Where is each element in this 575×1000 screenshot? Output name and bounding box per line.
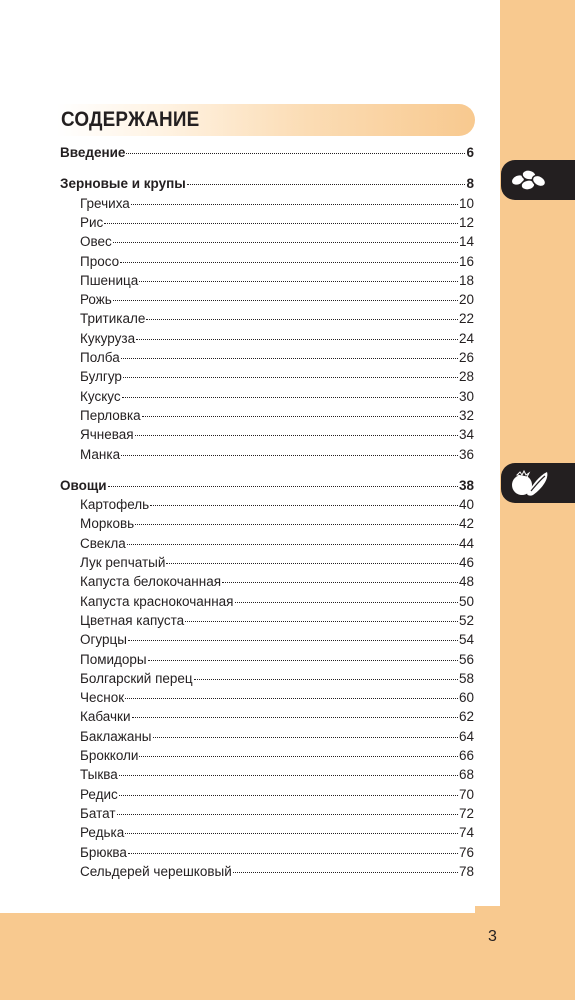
toc-entry-label: Редис bbox=[80, 786, 118, 802]
toc-entry-label: Капуста краснокочанная bbox=[80, 593, 234, 609]
toc-entry-page: 26 bbox=[458, 350, 474, 365]
toc-entry-page: 78 bbox=[458, 863, 474, 879]
dot-leader bbox=[119, 795, 458, 796]
toc-entry-label: Брюква bbox=[80, 844, 127, 860]
toc-item[interactable] bbox=[80, 804, 474, 823]
dot-leader bbox=[123, 377, 458, 378]
toc-entry-label: Помидоры bbox=[80, 651, 147, 667]
toc-item[interactable] bbox=[80, 367, 474, 386]
dot-leader bbox=[108, 486, 458, 487]
toc-entry-label: Сельдерей черешковый bbox=[80, 863, 232, 879]
dot-leader bbox=[128, 640, 458, 641]
page-number: 3 bbox=[488, 928, 497, 945]
toc-item[interactable] bbox=[80, 611, 474, 630]
dot-leader bbox=[128, 853, 458, 854]
toc-entry-page: 76 bbox=[458, 844, 474, 860]
toc-item[interactable] bbox=[80, 843, 474, 862]
toc-entry-label: Рожь bbox=[80, 292, 112, 308]
toc-entry-label: Картофель bbox=[80, 497, 150, 513]
toc-item[interactable] bbox=[80, 785, 474, 804]
toc-item[interactable] bbox=[80, 823, 474, 842]
toc-item[interactable] bbox=[80, 445, 474, 464]
dot-leader bbox=[139, 281, 458, 282]
toc-entry-page: 46 bbox=[458, 555, 474, 570]
toc-entry-label: Болгарский перец bbox=[80, 670, 193, 686]
toc-entry-label: Кукуруза bbox=[80, 330, 136, 346]
toc-entry-label: Овес bbox=[80, 234, 112, 250]
toc-item[interactable] bbox=[80, 592, 474, 611]
dot-leader bbox=[127, 544, 458, 545]
toc-entry-page: 52 bbox=[458, 612, 474, 628]
page-title: СОДЕРЖАНИЕ bbox=[61, 108, 200, 131]
toc-item[interactable] bbox=[80, 232, 474, 251]
toc-entry-label: Зерновые и крупы bbox=[60, 176, 186, 192]
toc-section[interactable] bbox=[60, 143, 474, 162]
toc-entry-page: 74 bbox=[458, 825, 474, 841]
dot-leader bbox=[235, 602, 458, 603]
toc-entry-page: 50 bbox=[458, 593, 474, 609]
toc-item[interactable] bbox=[80, 406, 474, 425]
toc-item[interactable] bbox=[80, 271, 474, 290]
toc-entry-page: 56 bbox=[458, 651, 474, 667]
toc-entry-label: Тритикале bbox=[80, 311, 146, 327]
toc-entry-label: Огурцы bbox=[80, 632, 127, 648]
dot-leader bbox=[185, 621, 458, 622]
dot-leader bbox=[135, 435, 458, 436]
dot-leader bbox=[139, 756, 457, 757]
toc-entry-label: Полба bbox=[80, 350, 120, 365]
toc-entry-page: 60 bbox=[458, 690, 474, 706]
toc-entry-label: Булгур bbox=[80, 369, 122, 385]
toc-entry-label: Пшеница bbox=[80, 272, 139, 288]
dot-leader bbox=[113, 300, 458, 301]
toc-entry-page: 22 bbox=[458, 311, 474, 327]
toc-item[interactable] bbox=[80, 746, 474, 765]
dot-leader bbox=[132, 717, 458, 718]
toc-entry-page: 30 bbox=[458, 388, 474, 404]
toc-entry-label: Кабачки bbox=[80, 709, 131, 725]
toc-entry-label: Свекла bbox=[80, 535, 126, 551]
toc-entry-page: 44 bbox=[458, 535, 474, 551]
toc-item[interactable] bbox=[80, 572, 474, 591]
toc-entry-page: 48 bbox=[458, 574, 474, 590]
dot-leader bbox=[125, 833, 458, 834]
toc-entry-page: 10 bbox=[458, 195, 474, 211]
dot-leader bbox=[166, 563, 458, 564]
toc-entry-label: Манка bbox=[80, 446, 121, 462]
toc-item[interactable] bbox=[80, 348, 474, 367]
toc-item[interactable] bbox=[80, 425, 474, 444]
toc-entry-label: Брокколи bbox=[80, 748, 139, 763]
toc-item[interactable] bbox=[80, 387, 474, 406]
toc-item[interactable] bbox=[80, 727, 474, 746]
toc-item[interactable] bbox=[80, 669, 474, 688]
toc-item[interactable] bbox=[80, 495, 474, 514]
toc-item[interactable] bbox=[80, 514, 474, 533]
toc-entry-label: Рис bbox=[80, 214, 104, 230]
dot-leader bbox=[113, 242, 458, 243]
toc-entry-page: 8 bbox=[466, 176, 474, 192]
toc-entry-label: Просо bbox=[80, 253, 120, 269]
toc-entry-label: Батат bbox=[80, 805, 116, 821]
toc-item[interactable] bbox=[80, 194, 474, 213]
toc-item[interactable] bbox=[80, 534, 474, 553]
toc-entry-page: 66 bbox=[458, 748, 474, 763]
toc-section[interactable] bbox=[60, 174, 474, 193]
toc-entry-label: Введение bbox=[60, 145, 126, 160]
toc-entry-label: Баклажаны bbox=[80, 728, 152, 744]
toc-entry-label: Морковь bbox=[80, 516, 135, 532]
dot-leader bbox=[194, 679, 458, 680]
toc-entry-label: Ячневая bbox=[80, 427, 134, 443]
toc-item[interactable] bbox=[80, 213, 474, 232]
dot-leader bbox=[146, 319, 458, 320]
toc-item[interactable] bbox=[80, 862, 474, 881]
dot-leader bbox=[126, 153, 465, 154]
dot-leader bbox=[153, 737, 458, 738]
toc-entry-page: 58 bbox=[458, 670, 474, 686]
toc-entry-label: Тыква bbox=[80, 767, 118, 783]
toc-entry-label: Гречиха bbox=[80, 195, 130, 211]
toc-item[interactable] bbox=[80, 252, 474, 271]
toc-item[interactable] bbox=[80, 688, 474, 707]
toc-entry-page: 62 bbox=[458, 709, 474, 725]
toc-item[interactable] bbox=[80, 290, 474, 309]
toc-entry-page: 28 bbox=[458, 369, 474, 385]
dot-leader bbox=[222, 582, 458, 583]
toc-entry-page: 24 bbox=[458, 330, 474, 346]
toc-item[interactable] bbox=[80, 630, 474, 649]
toc-entry-label: Редька bbox=[80, 825, 125, 841]
dot-leader bbox=[120, 262, 458, 263]
toc-entry-page: 16 bbox=[458, 253, 474, 269]
toc-entry-label: Цветная капуста bbox=[80, 612, 185, 628]
dot-leader bbox=[131, 204, 458, 205]
toc-entry-page: 20 bbox=[458, 292, 474, 308]
toc-entry-page: 18 bbox=[458, 272, 474, 288]
toc-item[interactable] bbox=[80, 553, 474, 572]
toc-entry-page: 54 bbox=[458, 632, 474, 648]
toc-entry-page: 70 bbox=[458, 786, 474, 802]
dot-leader bbox=[119, 775, 458, 776]
toc-entry-label: Капуста белокочанная bbox=[80, 574, 222, 590]
toc-entry-page: 34 bbox=[458, 427, 474, 443]
toc-item[interactable] bbox=[80, 650, 474, 669]
toc-entry-page: 40 bbox=[458, 497, 474, 513]
dot-leader bbox=[104, 223, 458, 224]
toc-entry-label: Перловка bbox=[80, 407, 141, 423]
dot-leader bbox=[117, 814, 458, 815]
dot-leader bbox=[150, 505, 458, 506]
dot-leader bbox=[122, 397, 458, 398]
toc-item[interactable] bbox=[80, 765, 474, 784]
toc-entry-label: Лук репчатый bbox=[80, 555, 166, 570]
toc-entry-page: 6 bbox=[466, 145, 474, 160]
toc-item[interactable] bbox=[80, 707, 474, 726]
toc-entry-page: 68 bbox=[458, 767, 474, 783]
toc-entry-page: 64 bbox=[458, 728, 474, 744]
toc-entry-label: Овощи bbox=[60, 477, 107, 493]
toc-entry-label: Кускус bbox=[80, 388, 121, 404]
toc-entry-page: 38 bbox=[458, 477, 474, 493]
dot-leader bbox=[136, 339, 458, 340]
toc-section[interactable] bbox=[60, 476, 474, 495]
toc-entry-page: 36 bbox=[458, 446, 474, 462]
toc-item[interactable] bbox=[80, 329, 474, 348]
toc-item[interactable] bbox=[80, 309, 474, 328]
toc-entry-page: 42 bbox=[458, 516, 474, 532]
toc-entry-label: Чеснок bbox=[80, 690, 125, 706]
toc-entry-page: 14 bbox=[458, 234, 474, 250]
dot-leader bbox=[121, 455, 458, 456]
toc-entry-page: 72 bbox=[458, 805, 474, 821]
dot-leader bbox=[142, 416, 458, 417]
dot-leader bbox=[125, 698, 458, 699]
dot-leader bbox=[233, 872, 458, 873]
dot-leader bbox=[135, 524, 458, 525]
dot-leader bbox=[121, 358, 458, 359]
toc-entry-page: 12 bbox=[458, 214, 474, 230]
page-number-box bbox=[475, 906, 575, 1000]
toc-entry-page: 32 bbox=[458, 407, 474, 423]
dot-leader bbox=[148, 660, 458, 661]
dot-leader bbox=[187, 184, 466, 185]
